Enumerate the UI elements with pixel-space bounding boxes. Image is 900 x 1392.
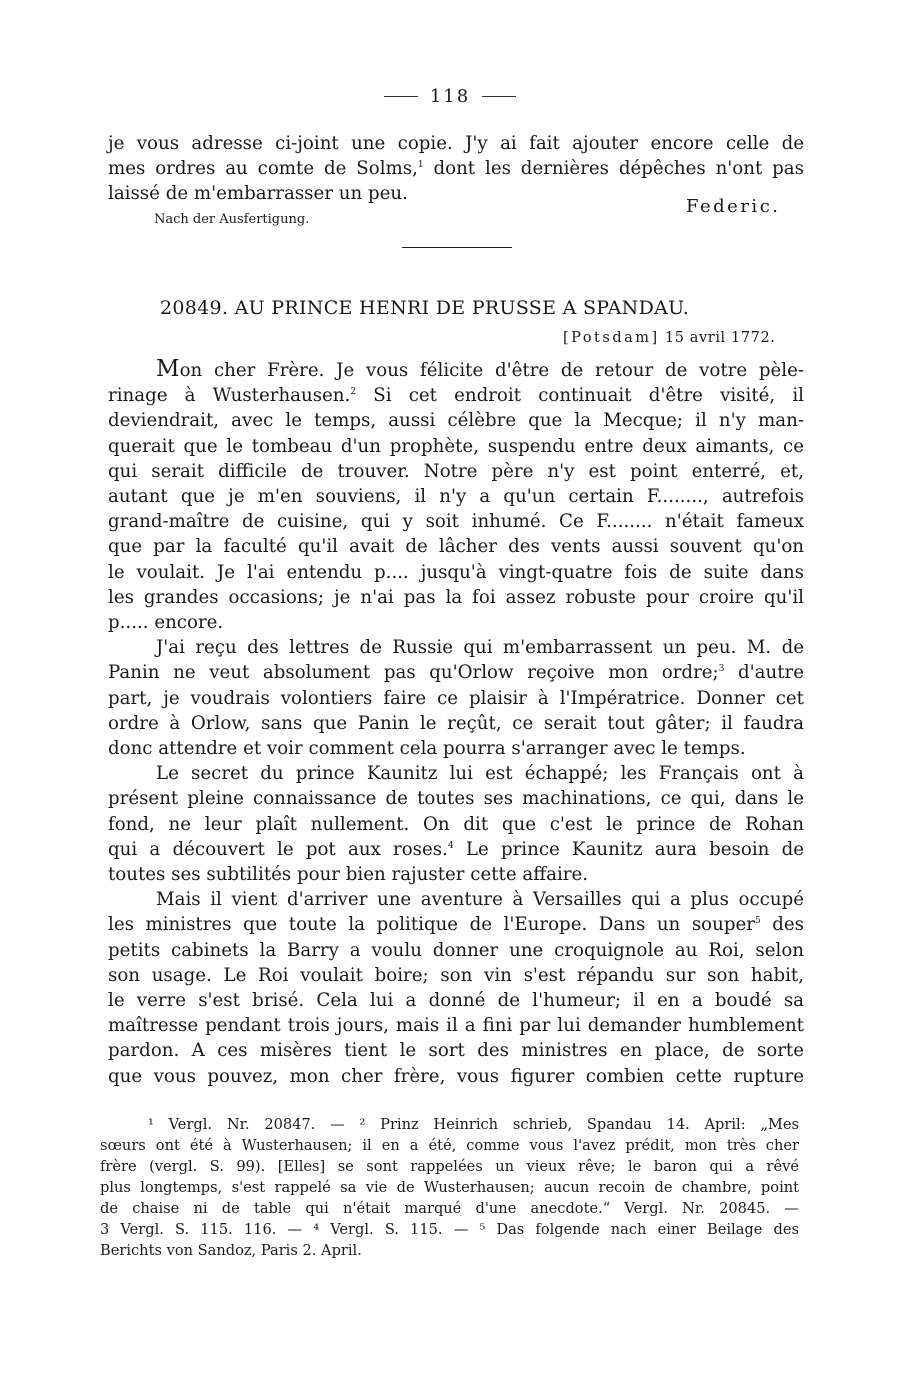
intro-line: laissé de m'embarrasser un peu. bbox=[108, 183, 408, 205]
body-line: présent pleine connaissance de toutes ses machinations, ce qui, dans le bbox=[108, 788, 804, 810]
body-line: Mais il vient d'arriver une aventure à Versailles qui a plus occupé bbox=[156, 889, 804, 911]
intro-line: mes ordres au comte de Solms,$^1$ dont les dernières dépêches n'ont pas bbox=[108, 158, 804, 180]
footnote-ref: 1 bbox=[417, 160, 424, 171]
footnote-line: plus longtemps, s'est rappelé sa vie de Wusterhausen; aucun recoin de chambre, point bbox=[100, 1179, 799, 1196]
dateline-date: 15 avril 1772. bbox=[664, 330, 776, 346]
body-line: qui serait difficile de trouver. Notre père n'y est point enterré, et, bbox=[108, 460, 804, 482]
page-number: 118 bbox=[429, 85, 471, 107]
footnote-line: ¹ Vergl. Nr. 20847. — ² Prinz Heinrich schrieb, Spandau 14. April: „Mes bbox=[148, 1116, 799, 1133]
body-line: qui a découvert le pot aux roses.$^4$ Le prince Kaunitz aura besoin de bbox=[108, 838, 804, 860]
footnote-line: de chaise ni de table qui n'était marqué d'une anecdote.“ Vergl. Nr. 20845. — bbox=[100, 1200, 799, 1217]
page-header bbox=[0, 84, 900, 108]
dateline bbox=[563, 330, 776, 346]
body-line: les grandes occasions; je n'ai pas la foi assez robuste pour croire qu'il bbox=[108, 586, 804, 608]
body-line: donc attendre et voir comment cela pourra s'arranger avec le temps. bbox=[108, 738, 746, 760]
footnote-ref: 5 bbox=[754, 916, 761, 927]
intro-line: je vous adresse ci-joint une copie. J'y ai fait ajouter encore celle de bbox=[108, 133, 804, 154]
body-line: grand-maître de cuisine, qui y soit inhumé. Ce F........ n'était fameux bbox=[108, 511, 804, 533]
header-dash-left bbox=[384, 96, 418, 97]
header-dash-right bbox=[482, 96, 516, 97]
footnote-line: 3 Vergl. S. 115. 116. — ⁴ Vergl. S. 115. — ⁵ Das folgende nach einer Beilage des bbox=[100, 1221, 799, 1238]
body-line: part, je voudrais volontiers faire ce plaisir à l'Impératrice. Donner cet bbox=[108, 687, 804, 709]
section-divider bbox=[402, 247, 512, 248]
footnotes bbox=[100, 1114, 799, 1261]
letter-heading: 20849. AU PRINCE HENRI DE PRUSSE A SPANDAU. bbox=[160, 297, 690, 319]
body-line: querait que le tombeau d'un prophète, suspendu entre deux aimants, ce bbox=[108, 435, 804, 457]
body-line: son usage. Le Roi voulait boire; son vin s'est répandu sur son habit, bbox=[108, 964, 804, 986]
body-line: rinage à Wusterhausen.$^2$ Si cet endroit continuait d'être visité, il bbox=[108, 385, 804, 407]
footnote-ref: 2 bbox=[350, 387, 357, 398]
body-line: Le secret du prince Kaunitz lui est échappé; les Français ont à bbox=[156, 763, 804, 785]
body-line: Mon cher Frère. Je vous félicite d'être de retour de votre pèle- bbox=[156, 356, 804, 382]
footnote-line: frère (vergl. S. 99). [Elles] se sont rappelées un vieux rêve; le baron qui a rêvé bbox=[100, 1158, 799, 1175]
dateline-place: [Potsdam] bbox=[563, 330, 660, 346]
body-line: que vous pouvez, mon cher frère, vous figurer combien cette rupture bbox=[108, 1065, 804, 1087]
footnote-line: Berichts von Sandoz, Paris 2. April. bbox=[100, 1242, 362, 1259]
body-line: le verre s'est brisé. Cela lui a donné de l'humeur; il en a boudé sa bbox=[108, 990, 804, 1012]
source-note: Nach der Ausfertigung. bbox=[154, 212, 310, 227]
initial-letter: M bbox=[156, 356, 180, 382]
body-line: fond, ne leur plaît nullement. On dit que c'est le prince de Rohan bbox=[108, 813, 804, 835]
body-line: le voulait. Je l'ai entendu p.... jusqu'à vingt-quatre fois de suite dans bbox=[108, 561, 804, 583]
body-line: J'ai reçu des lettres de Russie qui m'embarrassent un peu. M. de bbox=[156, 637, 804, 659]
footnote-ref: 4 bbox=[447, 840, 454, 851]
footnote-ref: 3 bbox=[718, 664, 725, 675]
body-line: que par la faculté qu'il avait de lâcher des vents aussi souvent qu'on bbox=[108, 536, 804, 558]
body-line: Panin ne veut absolument pas qu'Orlow reçoive mon ordre;$^3$ d'autre bbox=[108, 662, 804, 684]
body-line: p..... encore. bbox=[108, 612, 224, 634]
body-line: toutes ses subtilités pour bien rajuster cette affaire. bbox=[108, 864, 589, 886]
body-line: petits cabinets la Barry a voulu donner une croquignole au Roi, selon bbox=[108, 939, 804, 961]
body-line: les ministres que toute la politique de l'Europe. Dans un souper$^5$ des bbox=[108, 914, 804, 936]
body-line: pardon. A ces misères tient le sort des ministres en place, de sorte bbox=[108, 1040, 804, 1062]
body-line: deviendrait, avec le temps, aussi célèbre que la Mecque; il n'y man- bbox=[108, 410, 804, 432]
letter-body bbox=[108, 357, 804, 1089]
body-line: maîtresse pendant trois jours, mais il a fini par lui demander humblement bbox=[108, 1015, 804, 1037]
body-line: autant que je m'en souviens, il n'y a qu'un certain F........, autrefois bbox=[108, 486, 804, 508]
body-line: ordre à Orlow, sans que Panin le reçût, ce serait tout gâter; il faudra bbox=[108, 712, 804, 734]
signature: Federic. bbox=[686, 196, 781, 217]
footnote-line: sœurs ont été à Wusterhausen; il en a été, comme vous l'avez prédit, mon très cher bbox=[100, 1137, 799, 1154]
